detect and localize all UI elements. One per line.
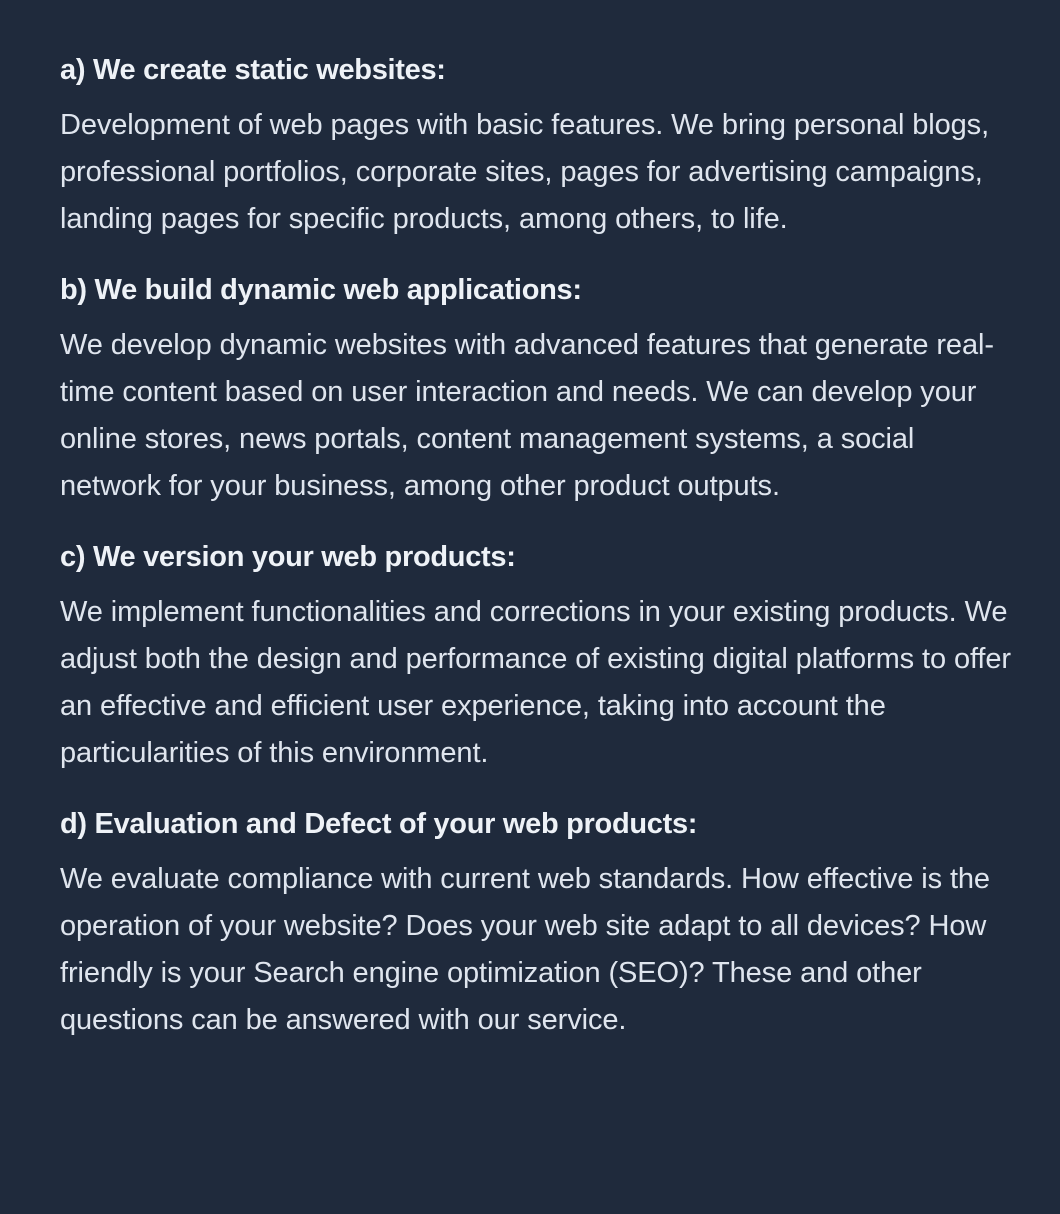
service-heading: a) We create static websites: [60, 54, 446, 86]
service-heading: d) Evaluation and Defect of your web products: [60, 808, 698, 840]
service-description: Development of web pages with basic features. We bring personal blogs, professional portfolios, corporate sites, pages for advertising campaigns, landing pages for specific products, among others, to life. [60, 109, 990, 235]
service-description: We implement functionalities and corrections in your existing products. We adjust both the design and performance of existing digital platforms to offer an effective and efficient user experience, taking into account the particularities of this environment. [60, 596, 1011, 769]
service-heading: b) We build dynamic web applications: [60, 274, 582, 306]
service-versioning [60, 537, 1020, 777]
service-dynamic-web-applications [60, 270, 1020, 510]
service-description: We develop dynamic websites with advanced features that generate real-time content based on user interaction and needs. We can develop your online stores, news portals, content management systems, a social network for your business, among other product outputs. [60, 329, 994, 502]
service-heading: c) We version your web products: [60, 541, 516, 573]
service-static-websites [60, 50, 1020, 243]
service-evaluation [60, 804, 1020, 1044]
service-description: We evaluate compliance with current web standards. How effective is the operation of your website? Does your web site adapt to all devices? How friendly is your Search engine optimization (SEO)? These and other questions can be answered with our service. [60, 863, 990, 1036]
